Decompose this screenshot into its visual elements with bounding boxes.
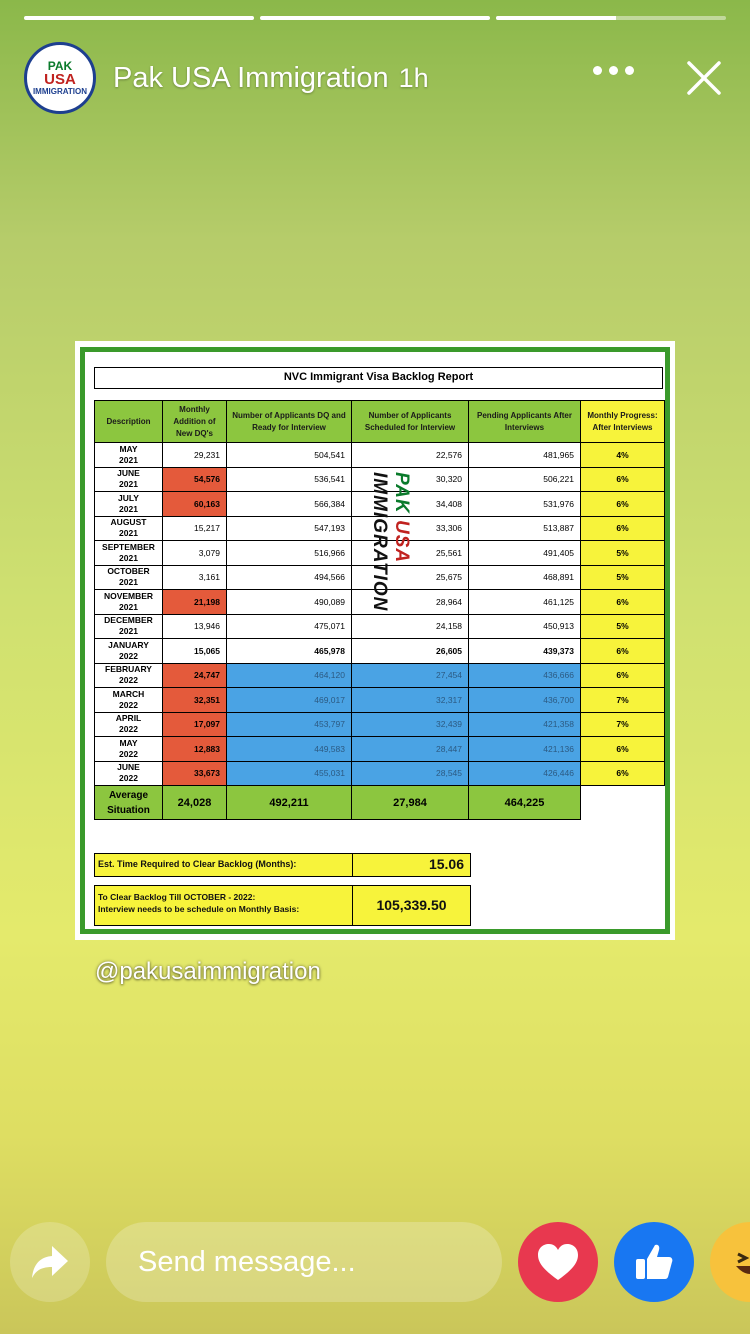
table-row <box>95 761 665 786</box>
row-pending: 436,666 <box>469 663 581 688</box>
account-handle: @pakusaimmigration <box>95 958 321 985</box>
row-month: APRIL 2022 <box>95 712 163 737</box>
row-added: 17,097 <box>163 712 227 737</box>
table-row <box>95 565 665 590</box>
more-icon[interactable] <box>593 66 634 75</box>
row-pending: 436,700 <box>469 688 581 713</box>
row-progress: 5% <box>581 541 665 566</box>
row-added: 13,946 <box>163 614 227 639</box>
row-added: 60,163 <box>163 492 227 517</box>
row-scheduled: 28,964 <box>352 590 469 615</box>
story-progress-segment <box>24 16 254 20</box>
row-dq: 464,120 <box>227 663 352 688</box>
thumbs-up-icon <box>633 1241 675 1283</box>
average-label: Average Situation <box>95 786 163 820</box>
est-time-value: 15.06 <box>352 853 471 877</box>
table-row <box>95 737 665 762</box>
story-footer <box>0 1222 750 1302</box>
avatar-text: PAK <box>47 59 73 73</box>
row-added: 32,351 <box>163 688 227 713</box>
row-added: 21,198 <box>163 590 227 615</box>
row-progress: 7% <box>581 688 665 713</box>
row-pending: 481,965 <box>469 443 581 468</box>
row-added: 12,883 <box>163 737 227 762</box>
average-empty-cell <box>581 786 665 820</box>
row-dq: 469,017 <box>227 688 352 713</box>
row-month: JANUARY 2022 <box>95 639 163 664</box>
row-scheduled: 26,605 <box>352 639 469 664</box>
row-pending: 531,976 <box>469 492 581 517</box>
row-scheduled: 25,675 <box>352 565 469 590</box>
row-pending: 450,913 <box>469 614 581 639</box>
story-progress <box>24 16 726 20</box>
backlog-table <box>94 400 665 820</box>
row-scheduled: 32,439 <box>352 712 469 737</box>
column-header: Number of Applicants Scheduled for Interview <box>352 401 469 443</box>
row-dq: 516,966 <box>227 541 352 566</box>
row-progress: 5% <box>581 565 665 590</box>
row-dq: 475,071 <box>227 614 352 639</box>
row-month: JULY 2021 <box>95 492 163 517</box>
row-month: OCTOBER 2021 <box>95 565 163 590</box>
row-scheduled: 22,576 <box>352 443 469 468</box>
close-icon[interactable] <box>686 60 722 96</box>
row-scheduled: 28,545 <box>352 761 469 786</box>
row-added: 54,576 <box>163 467 227 492</box>
row-scheduled: 33,306 <box>352 516 469 541</box>
row-added: 15,217 <box>163 516 227 541</box>
row-month: FEBRUARY 2022 <box>95 663 163 688</box>
average-added: 24,028 <box>163 786 227 820</box>
row-dq: 494,566 <box>227 565 352 590</box>
column-header: Pending Applicants After Interviews <box>469 401 581 443</box>
row-scheduled: 30,320 <box>352 467 469 492</box>
row-added: 29,231 <box>163 443 227 468</box>
average-dq: 492,211 <box>227 786 352 820</box>
table-row <box>95 492 665 517</box>
row-progress: 5% <box>581 614 665 639</box>
column-header: Number of Applicants DQ and Ready for Interview <box>227 401 352 443</box>
table-row <box>95 590 665 615</box>
row-progress: 6% <box>581 492 665 517</box>
row-progress: 6% <box>581 516 665 541</box>
story-header <box>24 42 726 114</box>
table-row <box>95 614 665 639</box>
row-dq: 536,541 <box>227 467 352 492</box>
row-month: MARCH 2022 <box>95 688 163 713</box>
row-pending: 506,221 <box>469 467 581 492</box>
row-dq: 547,193 <box>227 516 352 541</box>
row-dq: 453,797 <box>227 712 352 737</box>
post-time: 1h <box>398 62 429 93</box>
story-progress-segment <box>496 16 726 20</box>
row-month: SEPTEMBER 2021 <box>95 541 163 566</box>
row-pending: 439,373 <box>469 639 581 664</box>
row-month: MAY 2021 <box>95 443 163 468</box>
row-added: 24,747 <box>163 663 227 688</box>
row-month: JUNE 2022 <box>95 761 163 786</box>
table-row <box>95 516 665 541</box>
haha-reaction-button[interactable] <box>710 1222 750 1302</box>
row-progress: 6% <box>581 639 665 664</box>
avatar-text: IMMIGRATION <box>32 87 88 96</box>
share-button[interactable] <box>10 1222 90 1302</box>
row-progress: 6% <box>581 761 665 786</box>
est-time-label: Est. Time Required to Clear Backlog (Months): <box>94 853 353 877</box>
row-scheduled: 34,408 <box>352 492 469 517</box>
row-added: 3,161 <box>163 565 227 590</box>
avatar-text: USA <box>44 71 76 88</box>
clear-backlog-label: To Clear Backlog Till OCTOBER - 2022: Interview needs to be schedule on Monthly Basis: <box>94 885 353 926</box>
row-progress: 6% <box>581 663 665 688</box>
row-scheduled: 25,561 <box>352 541 469 566</box>
row-added: 3,079 <box>163 541 227 566</box>
avatar[interactable] <box>24 42 96 114</box>
row-dq: 566,384 <box>227 492 352 517</box>
account-name[interactable]: Pak USA Immigration <box>113 61 389 94</box>
table-row <box>95 639 665 664</box>
heart-icon <box>536 1242 580 1282</box>
haha-icon <box>730 1242 750 1282</box>
love-reaction-button[interactable] <box>518 1222 598 1302</box>
row-progress: 6% <box>581 737 665 762</box>
table-row <box>95 712 665 737</box>
row-dq: 449,583 <box>227 737 352 762</box>
row-added: 15,065 <box>163 639 227 664</box>
report-title: NVC Immigrant Visa Backlog Report <box>94 367 663 389</box>
row-scheduled: 32,317 <box>352 688 469 713</box>
report-watermark: PAK USA IMMIGRATION <box>369 472 412 612</box>
row-added: 33,673 <box>163 761 227 786</box>
row-progress: 7% <box>581 712 665 737</box>
average-row <box>95 786 665 820</box>
row-pending: 426,446 <box>469 761 581 786</box>
row-progress: 4% <box>581 443 665 468</box>
column-header: Monthly Addition of New DQ's <box>163 401 227 443</box>
table-header-row <box>95 401 665 443</box>
report-frame <box>80 347 670 934</box>
row-pending: 513,887 <box>469 516 581 541</box>
table-row <box>95 541 665 566</box>
row-month: NOVEMBER 2021 <box>95 590 163 615</box>
row-month: MAY 2022 <box>95 737 163 762</box>
row-progress: 6% <box>581 467 665 492</box>
row-dq: 504,541 <box>227 443 352 468</box>
send-message-input[interactable]: Send message... <box>106 1222 502 1302</box>
row-pending: 461,125 <box>469 590 581 615</box>
average-pending: 464,225 <box>469 786 581 820</box>
story-progress-segment <box>260 16 490 20</box>
share-icon <box>30 1244 70 1280</box>
table-row <box>95 688 665 713</box>
row-scheduled: 28,447 <box>352 737 469 762</box>
average-scheduled: 27,984 <box>352 786 469 820</box>
row-pending: 491,405 <box>469 541 581 566</box>
column-header: Description <box>95 401 163 443</box>
column-header: Monthly Progress: After Interviews <box>581 401 665 443</box>
row-progress: 6% <box>581 590 665 615</box>
report-image <box>75 341 675 940</box>
row-dq: 455,031 <box>227 761 352 786</box>
row-pending: 421,136 <box>469 737 581 762</box>
row-dq: 465,978 <box>227 639 352 664</box>
like-reaction-button[interactable] <box>614 1222 694 1302</box>
row-pending: 468,891 <box>469 565 581 590</box>
row-pending: 421,358 <box>469 712 581 737</box>
clear-backlog-value: 105,339.50 <box>352 885 471 926</box>
table-row <box>95 663 665 688</box>
row-month: DECEMBER 2021 <box>95 614 163 639</box>
row-dq: 490,089 <box>227 590 352 615</box>
table-row <box>95 443 665 468</box>
row-scheduled: 27,454 <box>352 663 469 688</box>
table-row <box>95 467 665 492</box>
row-month: JUNE 2021 <box>95 467 163 492</box>
row-scheduled: 24,158 <box>352 614 469 639</box>
row-month: AUGUST 2021 <box>95 516 163 541</box>
